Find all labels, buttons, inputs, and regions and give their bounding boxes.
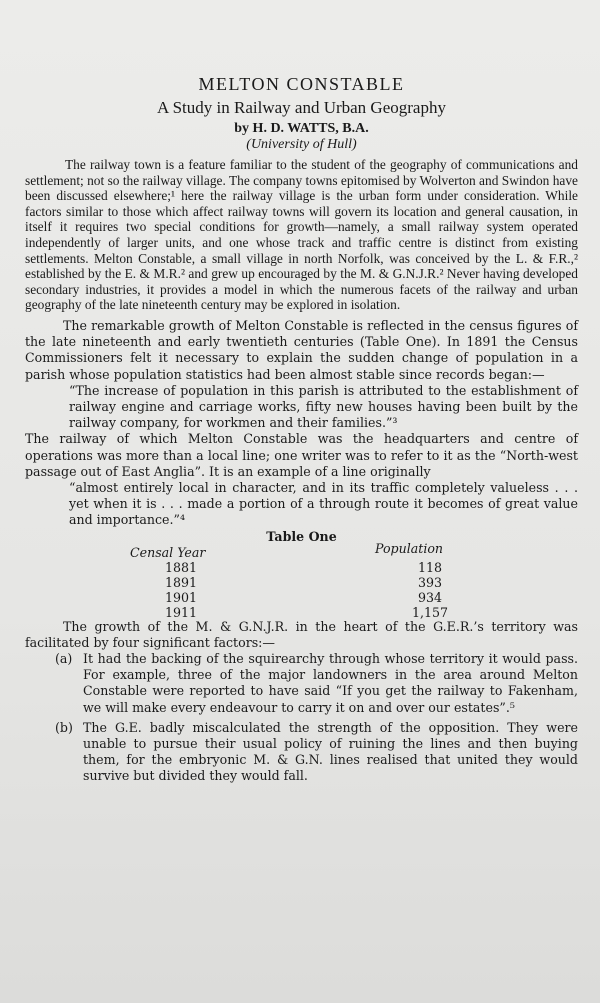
- population-table: [25, 540, 578, 620]
- census-paragraph: The remarkable growth of Melton Constable is reflected in the census figures of the late nineteenth and early twentieth centuries (Table One). In 1891 the Census Commissioners felt it necessary to explain the sudden change of population in a parish whose population statistics had been almost stable since records began:—: [25, 317, 578, 382]
- table-cell-population: 393: [417, 574, 443, 590]
- table-row: [25, 575, 578, 590]
- intro-paragraph: The railway town is a feature familiar to the student of the geography of communications and settlement; not so the railway village. The company towns epitomised by Wolverton and Swindon have been discussed elsewhere;¹ here the railway village is the urban form under consideration. While factors similar to those which affect railway towns will govern its location and general causation, in itself it requires two special conditions for growth—namely, a small railway system operated independently of larger units, and one whose track and traffic centre is distinct from existing settlements. Melton Constable, a small village in north Norfolk, was conceived by the L. & F.R.,² established by the E. & M.R.² and grew up encouraged by the M. & G.N.J.R.² Never having developed secondary industries, it provides a model in which the numerous facets of the railway and urban geography of the late nineteenth century may be explored in isolation.: [25, 157, 578, 313]
- article-subtitle: A Study in Railway and Urban Geography: [157, 98, 446, 117]
- table-row: [25, 590, 578, 605]
- railway-paragraph: The railway of which Melton Constable was the headquarters and centre of operations was more than a local line; one writer was to refer to it as the “North-west passage out of East Anglia”. It is an example of a line originally: [25, 431, 578, 479]
- list-item-text: The G.E. badly miscalculated the strength of the opposition. They were unable to pursue their usual policy of ruining the lines and then buying them, for the embryonic M. & G.N. lines realised that united they would survive but divided they would fall.: [83, 719, 578, 784]
- list-item: [25, 720, 578, 785]
- table-cell-year: 1891: [165, 574, 198, 590]
- author-line: by H. D. WATTS, B.A.: [234, 121, 369, 136]
- table-cell-year: 1901: [165, 589, 198, 605]
- table-cell-year: 1911: [165, 604, 198, 620]
- article-title: MELTON CONSTABLE: [198, 74, 405, 94]
- table-cell-population: 118: [417, 559, 443, 575]
- railway-quote: “almost entirely local in character, and in its traffic completely valueless . . . yet when it is . . . made a portion of a through route it becomes of great value and importance.”⁴: [69, 479, 578, 528]
- table-row: [25, 605, 578, 620]
- table-cell-population: 934: [417, 589, 443, 605]
- list-item: [25, 651, 578, 716]
- author-affiliation: (University of Hull): [246, 137, 357, 152]
- table-cell-year: 1881: [165, 559, 198, 575]
- table-header-year: Censal Year: [130, 544, 206, 560]
- table-cell-population: 1,157: [411, 604, 449, 620]
- list-item-label: (a): [55, 650, 73, 666]
- census-quote: “The increase of population in this parish is attributed to the establishment of railway engine and carriage works, fifty new houses having been built by the railway company, for workmen and their families.”³: [69, 382, 578, 431]
- factors-intro: The growth of the M. & G.N.J.R. in the heart of the G.E.R.’s territory was facilitated by four significant factors:—: [25, 618, 578, 650]
- list-item-label: (b): [55, 719, 73, 735]
- table-row: [25, 560, 578, 575]
- table-title: Table One: [266, 528, 337, 544]
- table-header-population: Population: [375, 540, 444, 556]
- list-item-text: It had the backing of the squirearchy through whose territory it would pass. For example, three of the major landowners in the area around Melton Constable were reported to have said “If you get the railway to Fakenham, we will make every endeavour to carry it on and over our estates”.⁵: [83, 650, 578, 715]
- factors-list: [25, 651, 578, 785]
